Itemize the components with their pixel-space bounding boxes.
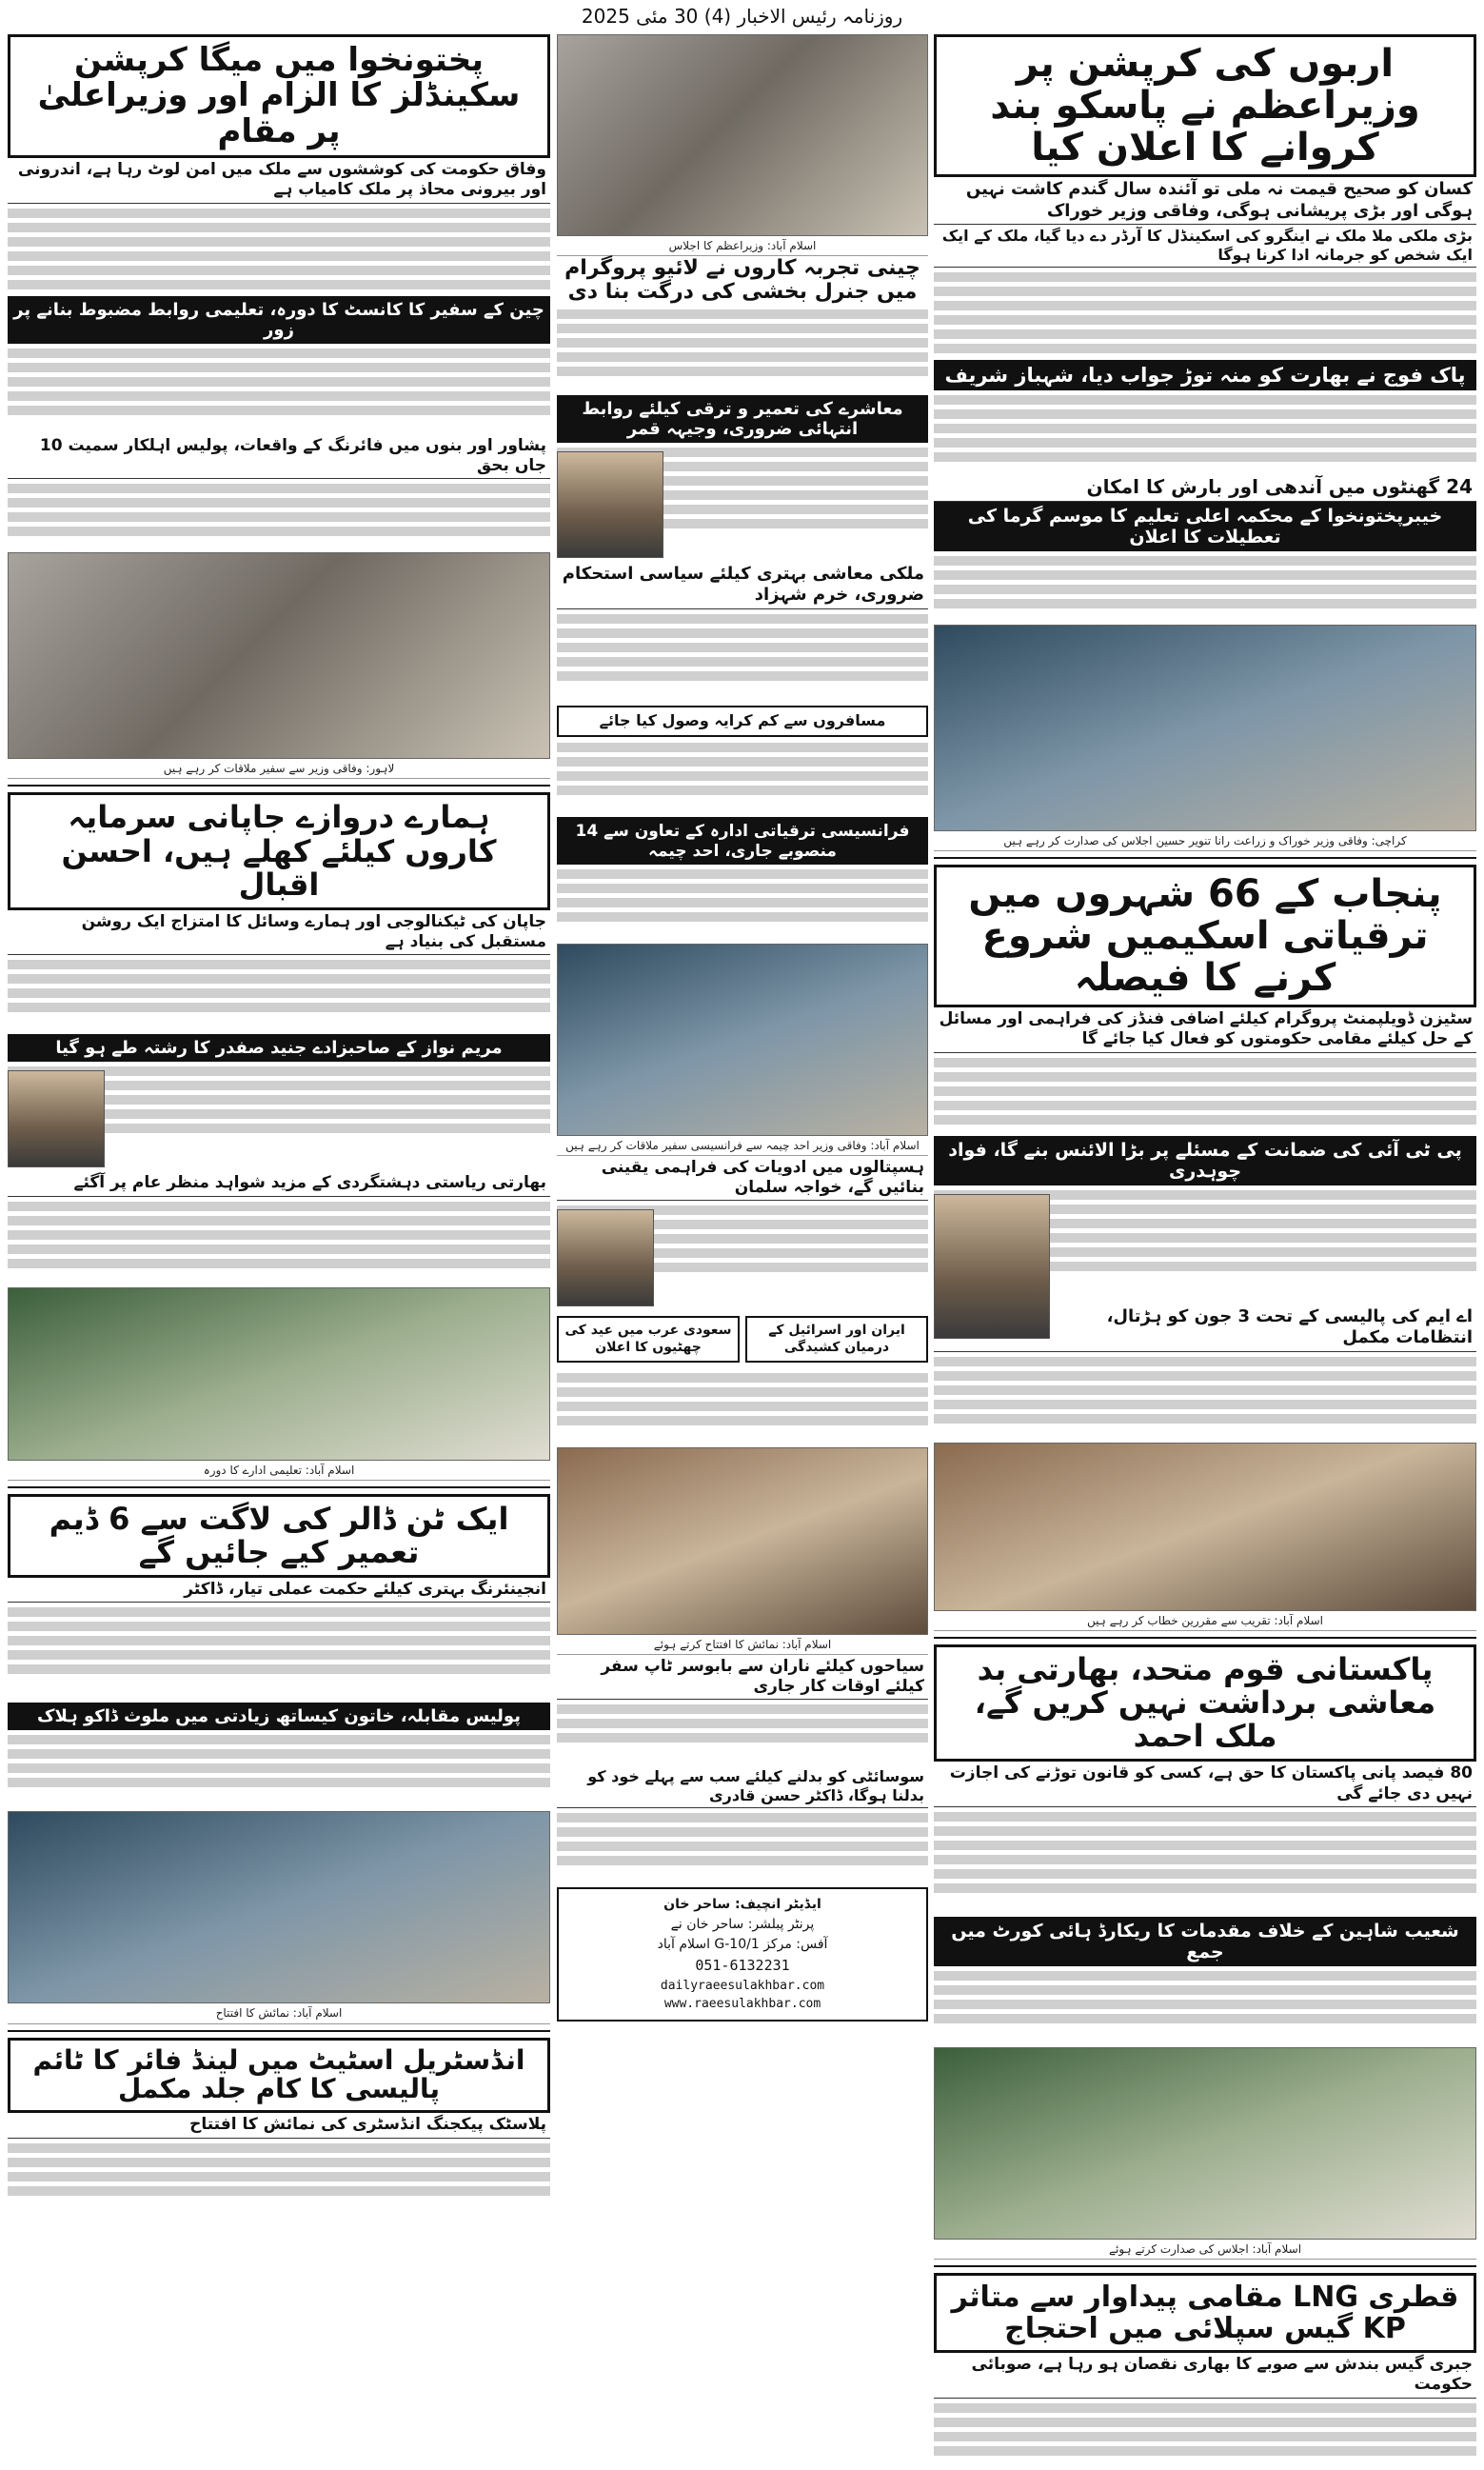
left-head-3: پشاور اور بنوں میں فائرنگ کے واقعات، پولیس اہلکار سمیت 10 جاں بحق [8,434,550,480]
middle-body-8 [557,1704,928,1765]
left-subhead-3: انجینئرنگ بہتری کیلئے حکمت عملی تیار، ڈاکٹر [8,1578,550,1603]
left-body-3 [8,484,550,552]
contact-box [557,1887,928,2022]
left-headline-3: ایک ٹن ڈالر کی لاگت سے 6 ڈیم تعمیر کیے جائیں گے [8,1494,550,1578]
left-photo-1-caption: لاہور: وفاقی وزیر سے سفیر ملاقات کر رہے ہیں [8,759,550,779]
left-headline-2: ہمارے دروازے جاپانی سرمایہ کاروں کیلئے کھلے ہیں، احسن اقبال [8,792,550,910]
middle-body-3 [557,614,928,700]
right-photo-3-caption: اسلام آباد: اجلاس کی صدارت کرتے ہوئے [934,2240,1476,2260]
middle-box-2: ایران اور اسرائیل کے درمیان کشیدگی [745,1316,928,1362]
left-portrait-1 [8,1070,105,1167]
contact-website-link[interactable]: www.raeesulakhbar.com [663,1997,821,2012]
left-subhead-2: جاپان کی ٹیکنالوجی اور ہمارے وسائل کا امتزاج ایک روشن مستقبل کی بنیاد ہے [8,910,550,956]
right-subhead-1: کسان کو صحیح قیمت نہ ملی تو آئندہ سال گندم کاشت نہیں ہوگی اور بڑی پریشانی ہوگی، وفاقی وزیر خوراک [934,177,1476,225]
left-head-2: چین کے سفیر کا کانسٹ کا دورہ، تعلیمی روابط مضبوط بنانے پر زور [8,296,550,344]
left-head-5: مریم نواز کے صاحبزادے جنید صفدر کا رشتہ طے ہو گیا [8,1034,550,1062]
middle-head-6: سیاحوں کیلئے ناران سے بابوسر ٹاپ سفر کیلئے اوقات کار جاری [557,1655,928,1701]
right-head-3: خیبرپختونخوا کے محکمہ اعلی تعلیم کا موسم گرما کی تعطیلات کا اعلان [934,502,1476,551]
left-column [8,34,550,2210]
left-body-2 [8,349,550,434]
middle-photo-2 [557,944,928,1136]
middle-column [557,34,928,2022]
middle-head-1: چینی تجربہ کاروں نے لائیو پروگرام میں جنرل بخشی کی درگت بنا دی [564,256,920,305]
right-body-1 [934,272,1476,360]
right-head-4: 24 گھنٹوں میں آندھی اور بارش کا امکان [934,473,1476,502]
right-headline-2: پنجاب کے 66 شہروں میں ترقیاتی اسکیمیں شروع کرنے کا فیصلہ [934,865,1476,1007]
middle-photo-2-caption: اسلام آباد: وفاقی وزیر احد چیمہ سے فرانسیسی سفیر ملاقات کر رہے ہیں [557,1136,928,1156]
right-head-7: شعیب شاہین کے خلاف مقدمات کا ریکارڈ ہائی کورٹ میں جمع [934,1917,1476,1966]
right-subhead-3: 80 فیصد پانی پاکستان کا حق ہے، کسی کو قانون توڑنے کی اجازت نہیں دی جائے گی [934,1762,1476,1807]
middle-photo-3-caption: اسلام آباد: نمائش کا افتتاح کرتے ہوئے [557,1635,928,1655]
left-body-4 [8,960,550,1034]
left-subhead-4: پلاسٹک پیکجنگ انڈسٹری کی نمائش کا افتتاح [8,2113,550,2138]
middle-body-6 [557,1205,928,1310]
right-photo-1-caption: کراچی: وفاقی وزیر خوراک و زراعت رانا تنویر حسین اجلاس کی صدارت کر رہے ہیں [934,831,1476,851]
left-photo-2-caption: اسلام آباد: تعلیمی ادارے کا دورہ [8,1461,550,1481]
right-body-5 [934,1190,1476,1305]
left-photo-2 [8,1287,550,1461]
left-subhead-1: وفاق حکومت کی کوششوں سے ملک میں امن لوٹ رہا ہے، اندرونی اور بیرونی محاذ پر ملک کامیاب ہے [8,158,550,204]
left-body-5 [8,1066,550,1171]
contact-line-2: آفس: مرکز G-10/1 اسلام آباد [657,1937,828,1953]
right-head-6: اے ایم کی پالیسی کے تحت 3 جون کو ہڑتال، انتظامات مکمل [934,1305,1476,1352]
middle-photo-1-caption: اسلام آباد: وزیراعظم کا اجلاس [557,236,928,256]
middle-head-3: ملکی معاشی بہتری کیلئے سیاسی استحکام ضروری، خرم شہزاد [557,562,928,609]
right-subhead-2: سٹیزن ڈویلپمنٹ پروگرام کیلئے اضافی فنڈز کی فراہمی اور مسائل کے حل کیلئے مقامی حکومتوں کو فعال کیا جائے گا [934,1007,1476,1053]
middle-body-2 [557,448,928,562]
middle-photo-1 [557,34,928,236]
left-body-1 [8,209,550,296]
right-body-2 [934,395,1476,473]
left-headline-4: انڈسٹریل اسٹیٹ میں لینڈ فائر کا ٹائم پالیسی کا کام جلد مکمل [8,2038,550,2114]
right-headline-4: قطری LNG مقامی پیداوار سے متاثر KP گیس سپلائی میں احتجاج [934,2273,1476,2353]
middle-body-7 [557,1373,928,1447]
left-body-6 [8,1202,550,1287]
right-body-3 [934,556,1476,625]
left-head-6: بھارتی ریاستی دہشتگردی کے مزید شواہد منظر عام پر آگئے [8,1171,550,1196]
right-body-7 [934,1812,1476,1917]
contact-phone: 051-6132231 [695,1957,790,1975]
middle-head-7: سوسائٹی کو بدلنے کیلئے سب سے پہلے خود کو بدلنا ہوگا، ڈاکٹر حسن قادری [557,1765,928,1808]
middle-portrait-1 [557,451,663,558]
left-body-9 [8,2143,550,2210]
left-body-7 [8,1607,550,1703]
right-photo-1 [934,625,1476,831]
right-portrait-1 [934,1194,1050,1339]
left-head-7: پولیس مقابلہ، خاتون کیساتھ زیادتی میں ملوث ڈاکو ہلاک [8,1703,550,1730]
left-photo-3 [8,1811,550,2003]
middle-body-5 [557,869,928,944]
left-photo-3-caption: اسلام آباد: نمائش کا افتتاح [8,2003,550,2023]
right-head-2: پاک فوج نے بھارت کو منہ توڑ جواب دیا، شہباز شریف [934,360,1476,390]
right-head-5: پی ٹی آئی کی ضمانت کے مسئلے پر بڑا الائنس بنے گا، فواد چوہدری [934,1136,1476,1185]
middle-box-1: مسافروں سے کم کرایہ وصول کیا جائے [557,706,928,737]
left-body-8 [8,1735,550,1811]
right-body-9 [934,2403,1476,2470]
right-body-4 [934,1058,1476,1136]
left-photo-1 [8,552,550,759]
right-photo-2-caption: اسلام آباد: تقریب سے مقررین خطاب کر رہے ہیں [934,1611,1476,1631]
middle-box-3: سعودی عرب میں عید کی چھٹیوں کا اعلان [557,1316,740,1362]
middle-box-row [557,1310,928,1367]
right-subhead-4: جبری گیس بندش سے صوبے کا بھاری نقصان ہو رہا ہے، صوبائی حکومت [934,2353,1476,2399]
right-headline-3: پاکستانی قوم متحد، بھارتی بد معاشی برداشت نہیں کریں گے، ملک احمد [934,1644,1476,1763]
middle-body-4 [557,743,928,817]
left-headline-1: پختونخوا میں میگا کرپشن سکینڈلز کا الزام اور وزیراعلیٰ پر مقام [8,34,550,158]
contact-title: ایڈیٹر انچیف: ساحر خان [663,1897,821,1913]
middle-body-9 [557,1813,928,1887]
right-headline-1: اربوں کی کرپشن پر وزیراعظم نے پاسکو بند کروانے کا اعلان کیا [934,34,1476,177]
middle-portrait-2 [557,1209,654,1306]
middle-head-4: فرانسیسی ترقیاتی ادارہ کے تعاون سے 14 منصوبے جاری، احد چیمہ [557,817,928,865]
right-photo-3 [934,2047,1476,2240]
contact-email[interactable]: dailyraeesulakhbar.com [660,1978,825,1993]
right-photo-2 [934,1443,1476,1611]
middle-head-5: ہسپتالوں میں ادویات کی فراہمی یقینی بنائیں گے، خواجہ سلمان [557,1156,928,1202]
right-body-8 [934,1971,1476,2047]
right-subhead-1b: بڑی ملکی ملا ملک نے اینگرو کی اسکینڈل کا آرڈر دے دیا گیا، ملک کے ایک ایک شخص کو جرمانہ ادا کرنا ہوگا [934,225,1476,268]
middle-photo-3 [557,1447,928,1635]
middle-body-1 [557,309,928,395]
masthead: روزنامہ رئیس الاخبار (4) 30 مئی 2025 [581,5,903,28]
right-body-6 [934,1357,1476,1443]
middle-head-2: معاشرے کی تعمیر و ترقی کیلئے روابط انتہائی ضروری، وجیہہ قمر [557,395,928,443]
right-column [934,34,1476,2470]
contact-line-1: پرنٹر پبلشر: ساحر خان نے [670,1917,815,1933]
